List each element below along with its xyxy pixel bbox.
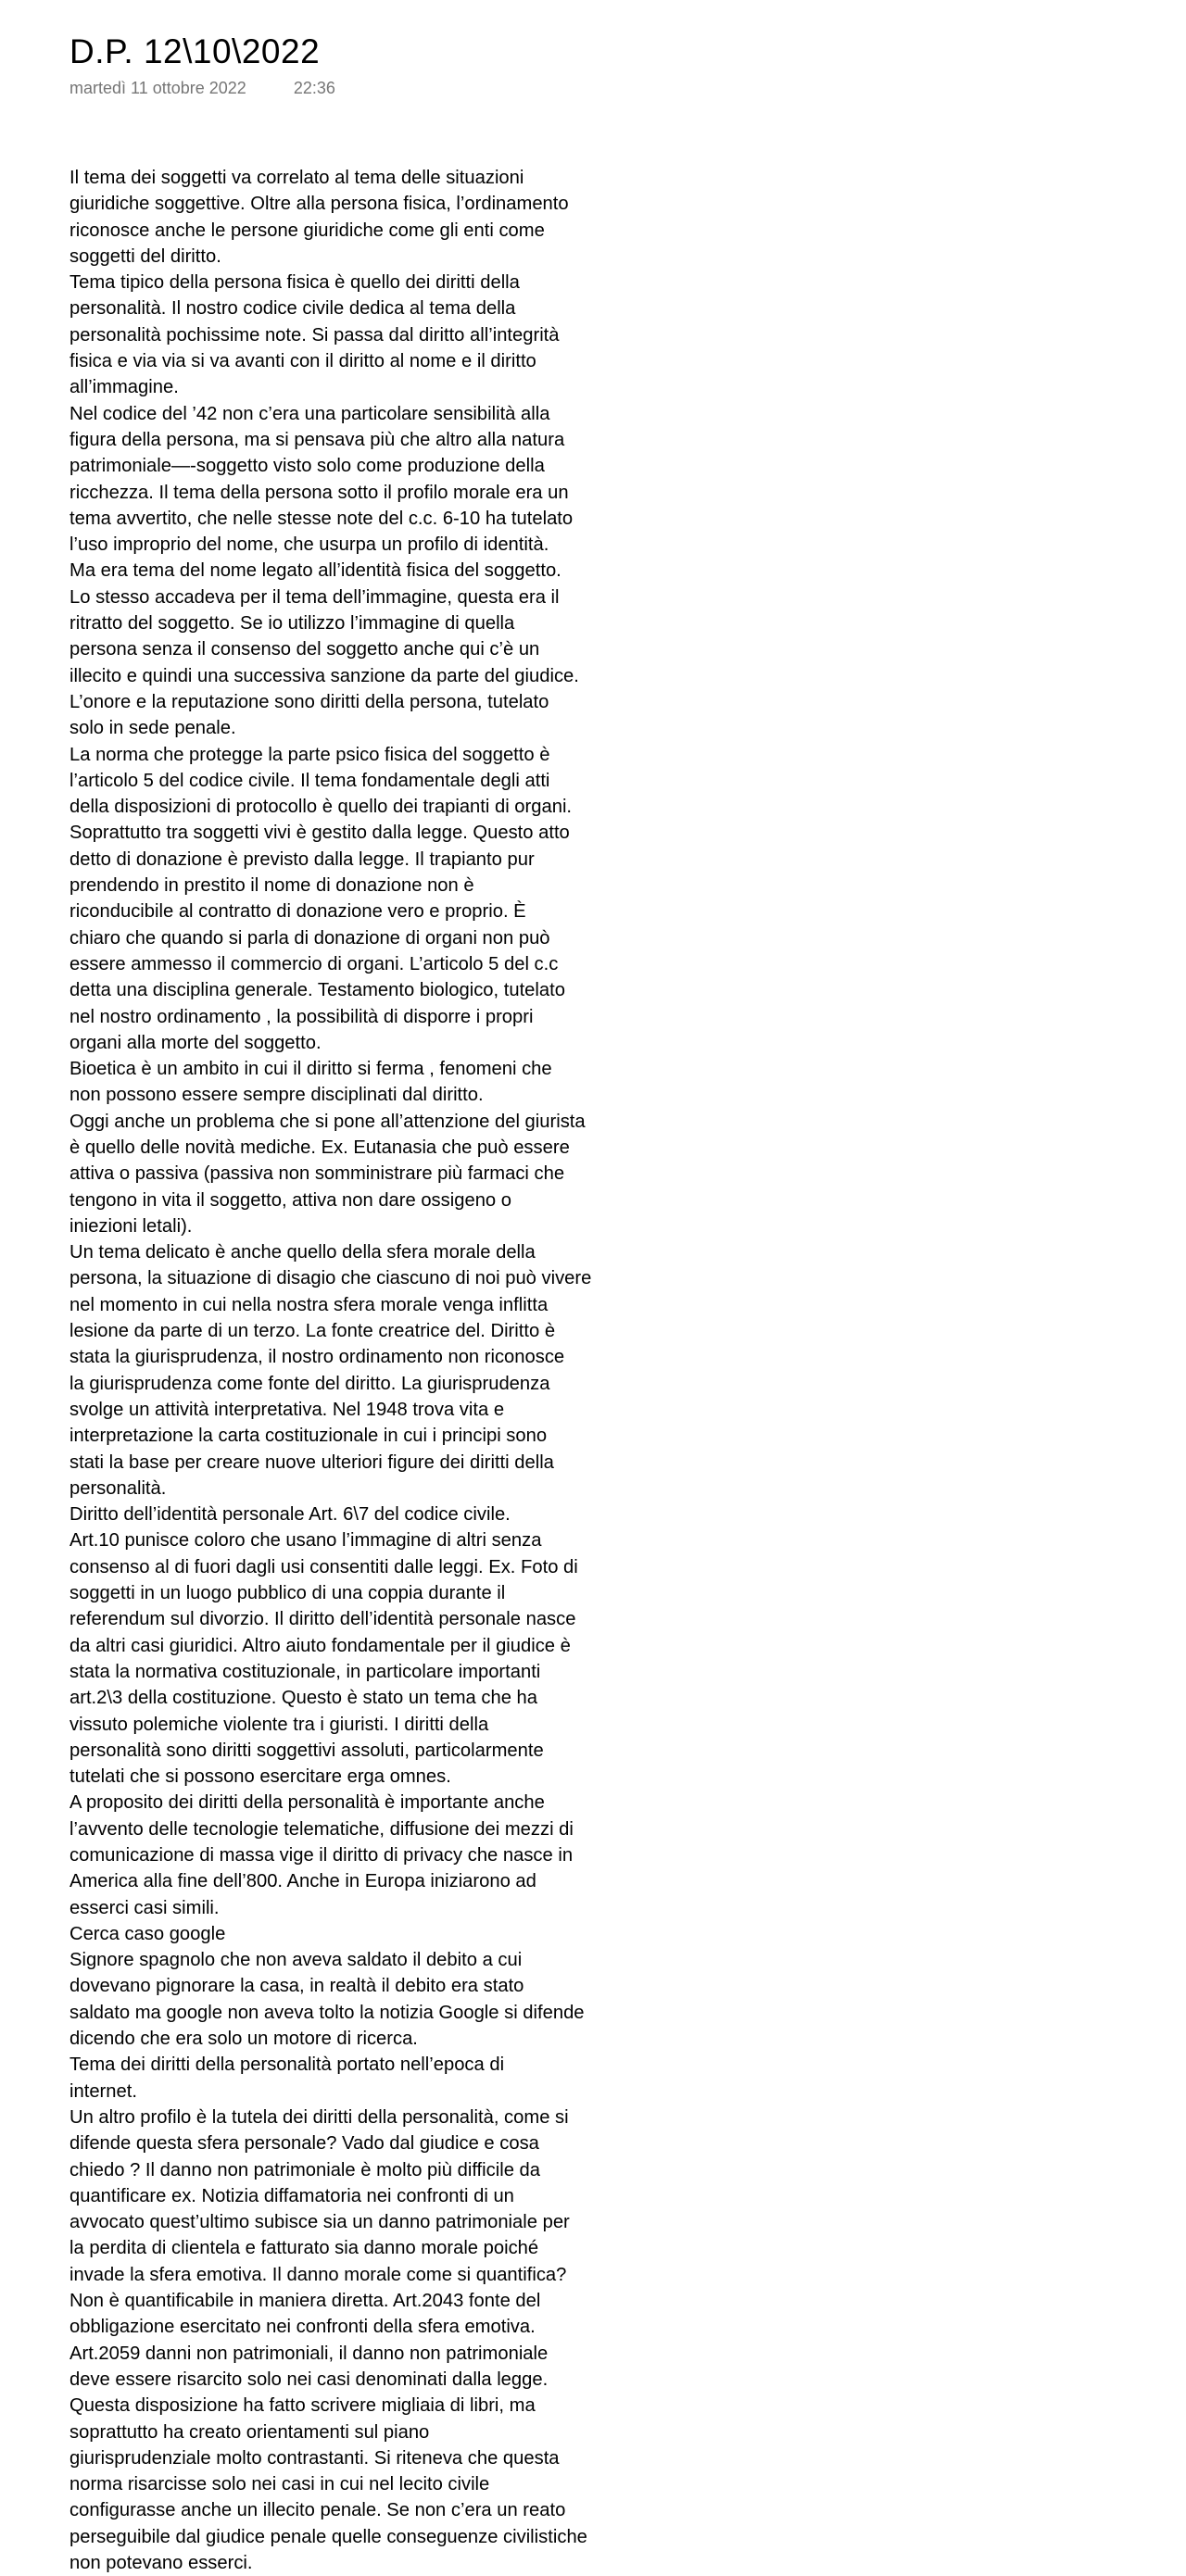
note-text-line: nel momento in cui nella nostra sfera morale venga inflitta <box>69 1294 549 1315</box>
note-text-line: illecito e quindi una successiva sanzione da parte del giudice. <box>69 665 579 686</box>
note-text-line: A proposito dei diritti della personalità è importante anche <box>69 1792 545 1814</box>
note-text-line: stata la giurisprudenza, il nostro ordinamento non riconosce <box>69 1347 565 1368</box>
note-text-line: comunicazione di massa vige il diritto di privacy che nasce in <box>69 1845 574 1866</box>
note-text-line: dicendo che era solo un motore di ricerca. <box>69 2029 418 2050</box>
note-text-line: invade la sfera emotiva. Il danno morale come si quantifica? <box>69 2264 567 2285</box>
note-text-line: obbligazione esercitato nei confronti della sfera emotiva. <box>69 2317 536 2338</box>
note-text-line: Bioetica è un ambito in cui il diritto si ferma , fenomeni che <box>69 1059 552 1080</box>
note-text-line: tutelati che si possono esercitare erga omnes. <box>69 1766 451 1788</box>
note-text-line: L’onore e la reputazione sono diritti della persona, tutelato <box>69 691 549 712</box>
note-text-line: attiva o passiva (passiva non somministrare più farmaci che <box>69 1163 565 1185</box>
note-text-line: stata la normativa costituzionale, in particolare importanti <box>69 1661 541 1682</box>
note-text-line: Nel codice del ’42 non c’era una particolare sensibilità alla <box>69 403 550 424</box>
note-text-line: configurasse anche un illecito penale. Se non c’era un reato <box>69 2500 566 2521</box>
note-text-line: difende questa sfera personale? Vado dal giudice e cosa <box>69 2133 539 2155</box>
note-text-line: interpretazione la carta costituzionale in cui i principi sono <box>69 1426 548 1447</box>
note-page <box>69 28 625 2574</box>
note-text-line: Oggi anche un problema che si pone all’attenzione del giurista <box>69 1111 586 1132</box>
note-text-line: riconosce anche le persone giuridiche come gli enti come <box>69 220 545 241</box>
note-text-line: soprattutto ha creato orientamenti sul piano <box>69 2421 430 2443</box>
note-text-line: personalità. Il nostro codice civile dedica al tema della <box>69 298 516 320</box>
note-text-line: Soprattutto tra soggetti vivi è gestito dalla legge. Questo atto <box>69 823 570 844</box>
note-text-line: figura della persona, ma si pensava più che altro alla natura <box>69 429 565 450</box>
note-text-line: solo in sede penale. <box>69 718 236 739</box>
note-text-line: America alla fine dell’800. Anche in Europa iniziarono ad <box>69 1871 536 1892</box>
note-text-line: detta una disciplina generale. Testamento biologico, tutelato <box>69 980 565 1001</box>
note-text-line: l’uso improprio del nome, che usurpa un profilo di identità. <box>69 534 549 556</box>
note-text-line: perseguibile dal giudice penale quelle conseguenze civilistiche <box>69 2526 587 2547</box>
note-text-line: soggetti in un luogo pubblico di una coppia durante il <box>69 1583 506 1604</box>
note-text-line: patrimoniale—-soggetto visto solo come produzione della <box>69 456 545 477</box>
note-text-line: Lo stesso accadeva per il tema dell’immagine, questa era il <box>69 586 560 608</box>
note-text-line: l’avvento delle tecnologie telematiche, diffusione dei mezzi di <box>69 1818 574 1840</box>
note-text-line: giuridiche soggettive. Oltre alla persona fisica, l’ordinamento <box>69 194 569 215</box>
note-text-line: referendum sul divorzio. Il diritto dell’identità personale nasce <box>69 1609 576 1630</box>
note-text-line: personalità pochissime note. Si passa dal diritto all’integrità <box>69 324 560 346</box>
note-text-line: Tema dei diritti della personalità portato nell’epoca di <box>69 2055 505 2076</box>
note-text-line: Signore spagnolo che non aveva saldato il debito a cui <box>69 1950 523 1971</box>
note-text-line: svolge un attività interpretativa. Nel 1948 trova vita e <box>69 1399 505 1420</box>
note-text-line: da altri casi giuridici. Altro aiuto fondamentale per il giudice è <box>69 1635 571 1656</box>
note-text-line: vissuto polemiche violente tra i giuristi. I diritti della <box>69 1714 489 1735</box>
note-text-line: tengono in vita il soggetto, attiva non dare ossigeno o <box>69 1189 511 1211</box>
note-text-line: essere ammesso il commercio di organi. L’articolo 5 del c.c <box>69 953 559 974</box>
note-text-line: Non è quantificabile in maniera diretta. Art.2043 fonte del <box>69 2291 541 2312</box>
note-text-line: nel nostro ordinamento , la possibilità di disporre i propri <box>69 1006 534 1027</box>
note-text-line: persona, la situazione di disagio che ciascuno di noi può vivere <box>69 1268 592 1289</box>
note-text-line: chiaro che quando si parla di donazione di organi non può <box>69 927 550 949</box>
note-text-line: stati la base per creare nuove ulteriori figure dei diritti della <box>69 1451 554 1473</box>
note-text-line: giurisprudenziale molto contrastanti. Si riteneva che questa <box>69 2447 560 2469</box>
note-text-line: iniezioni letali). <box>69 1215 193 1237</box>
note-text-line: persona senza il consenso del soggetto anche qui c’è un <box>69 639 540 660</box>
note-text-line: personalità sono diritti soggettivi assoluti, particolarmente <box>69 1740 544 1761</box>
note-text-line: detto di donazione è previsto dalla legge. Il trapianto pur <box>69 848 535 870</box>
note-text-line: quantificare ex. Notizia diffamatoria nei confronti di un <box>69 2185 514 2206</box>
note-text-line: prendendo in prestito il nome di donazione non è <box>69 875 474 897</box>
note-text-line: la perdita di clientela e fatturato sia danno morale poiché <box>69 2238 539 2259</box>
note-text-line: Art.10 punisce coloro che usano l’immagine di altri senza <box>69 1530 542 1552</box>
note-date: martedì 11 ottobre 2022 <box>69 79 246 97</box>
note-text-line: è quello delle novità mediche. Ex. Eutanasia che può essere <box>69 1137 570 1158</box>
note-text-line: fisica e via via si va avanti con il diritto al nome e il diritto <box>69 351 536 372</box>
note-text-line: organi alla morte del soggetto. <box>69 1032 322 1053</box>
note-text-line: riconducibile al contratto di donazione vero e proprio. È <box>69 901 526 923</box>
note-text-line: consenso al di fuori dagli usi consentiti dalle leggi. Ex. Foto di <box>69 1556 578 1577</box>
note-text-line: soggetti del diritto. <box>69 245 221 267</box>
note-text-line: non possono essere sempre disciplinati dal diritto. <box>69 1085 484 1106</box>
note-text-line: Cerca caso google <box>69 1923 226 1944</box>
note-text-line: non potevano esserci. <box>69 2553 253 2574</box>
note-text-line: ricchezza. Il tema della persona sotto il profilo morale era un <box>69 482 569 503</box>
note-meta <box>69 76 625 100</box>
note-title[interactable]: D.P. 12\10\2022 <box>69 32 321 70</box>
note-text-line: art.2\3 della costituzione. Questo è stato un tema che ha <box>69 1688 537 1709</box>
note-text-line: saldato ma google non aveva tolto la notizia Google si difende <box>69 2002 585 2023</box>
note-text-line: Un tema delicato è anche quello della sfera morale della <box>69 1242 536 1263</box>
note-text-line: ritratto del soggetto. Se io utilizzo l’immagine di quella <box>69 613 515 635</box>
note-text-line: chiedo ? Il danno non patrimoniale è molto più difficile da <box>69 2159 541 2180</box>
note-text-line: tema avvertito, che nelle stesse note del c.c. 6-10 ha tutelato <box>69 508 574 529</box>
note-text-line: Art.2059 danni non patrimoniali, il danno non patrimoniale <box>69 2343 549 2364</box>
note-text-line: Questa disposizione ha fatto scrivere migliaia di libri, ma <box>69 2395 536 2417</box>
note-text-line: Un altro profilo è la tutela dei diritti della personalità, come si <box>69 2106 569 2128</box>
note-text-line: lesione da parte di un terzo. La fonte creatrice del. Diritto è <box>69 1321 556 1342</box>
note-text-line: Il tema dei soggetti va correlato al tema delle situazioni <box>69 168 524 188</box>
note-text-line: internet. <box>69 2080 137 2102</box>
note-text-line: norma risarcisse solo nei casi in cui nel lecito civile <box>69 2474 490 2495</box>
note-text-line: avvocato quest’ultimo subisce sia un danno patrimoniale per <box>69 2212 570 2233</box>
note-text-line: La norma che protegge la parte psico fisica del soggetto è <box>69 744 550 765</box>
note-text-line: l’articolo 5 del codice civile. Il tema fondamentale degli atti <box>69 770 550 791</box>
note-text-line: deve essere risarcito solo nei casi denominati dalla legge. <box>69 2369 549 2390</box>
note-text-line: dovevano pignorare la casa, in realtà il debito era stato <box>69 1976 524 1997</box>
note-text-line: all’immagine. <box>69 377 179 398</box>
note-time: 22:36 <box>293 79 335 97</box>
note-text-line: Ma era tema del nome legato all’identità fisica del soggetto. <box>69 560 561 582</box>
note-text-line: Tema tipico della persona fisica è quello dei diritti della <box>69 272 520 294</box>
note-text-line: la giurisprudenza come fonte del diritto. La giurisprudenza <box>69 1373 550 1394</box>
note-text-line: Diritto dell’identità personale Art. 6\7 del codice civile. <box>69 1504 511 1526</box>
note-body[interactable] <box>69 165 625 2576</box>
note-text-line: della disposizioni di protocollo è quello dei trapianti di organi. <box>69 797 573 818</box>
note-text-line: personalità. <box>69 1477 167 1499</box>
note-text-line: esserci casi simili. <box>69 1897 220 1918</box>
